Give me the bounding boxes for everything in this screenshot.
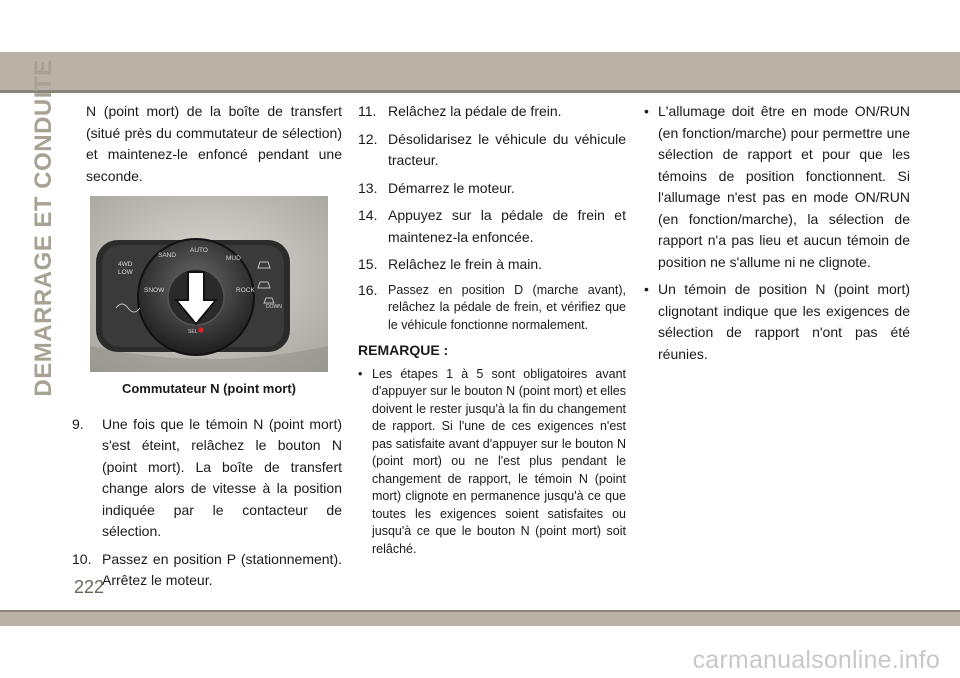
column-3 (644, 101, 910, 371)
step-number: 9. (72, 415, 84, 432)
fig-label-sand: SAND (158, 252, 177, 259)
bullet-text: Un témoin de position N (point mort) clignotant indique que les exigences de sélection de rapport n'ont pas été réunies. (658, 281, 910, 362)
step-number: 10. (72, 550, 92, 567)
bullet-glyph: • (358, 366, 363, 381)
step-text: Passez en position D (marche avant), relâchez la pédale de frein, et vérifiez que le véhicule fonctionne normalement. (388, 282, 626, 332)
svg-text:LOW: LOW (118, 269, 133, 276)
step-item (358, 205, 626, 248)
remark-bullet (358, 366, 626, 559)
fig-label-mud: MUD (226, 255, 241, 262)
watermark-text: carmanualsonline.info (692, 646, 940, 674)
svg-text:DOWN: DOWN (266, 304, 282, 310)
fig-label-rock: ROCK (236, 287, 255, 294)
step-text: Relâchez le frein à main. (388, 256, 543, 272)
neutral-indicator-icon (198, 327, 203, 332)
section-side-tab (24, 58, 64, 397)
step-item (358, 101, 626, 123)
info-bullet (644, 279, 910, 365)
step-number: 13. (358, 179, 378, 196)
info-bullet (644, 101, 910, 273)
remark-heading: REMARQUE : (358, 342, 449, 358)
top-band (0, 52, 960, 90)
step-text: Une fois que le témoin N (point mort) s'est éteint, relâchez le bouton N (point mort). La boîte de transfert change alors de vitesse à la position indiquée par le contacteur de sélection. (102, 415, 342, 539)
bottom-band-line (0, 610, 960, 612)
column-2 (358, 101, 626, 564)
step-item (72, 414, 342, 543)
step-text: Passez en position P (stationnement). Arrêtez le moteur. (102, 550, 342, 588)
page-number: 222 (74, 577, 105, 597)
top-band-line (0, 90, 960, 93)
step-text: Relâchez la pédale de frein. (388, 103, 562, 119)
step-item (72, 549, 342, 592)
step-number: 14. (358, 207, 378, 223)
step-text: Appuyez sur la pédale de frein et maintenez-la enfoncée. (388, 207, 626, 245)
step-number: 12. (358, 130, 378, 147)
step-text: Désolidarisez le véhicule du véhicule tracteur. (388, 130, 626, 168)
section-side-tab-label: DEMARRAGE ET CONDUITE (30, 58, 57, 397)
terrain-selector-illustration (90, 196, 328, 372)
svg-text:SEL: SEL (188, 329, 198, 335)
step-item (358, 178, 626, 200)
step-item (358, 129, 626, 172)
bullet-glyph: • (644, 103, 649, 119)
bullet-text: L'allumage doit être en mode ON/RUN (en fonction/marche) pour permettre une sélection de rapport et pour que les témoins de position fonctionnent. Si l'allumage n'est pas en mode ON/RUN (en fonction/marche), la sélection de rapport n'a pas lieu et aucun témoin de position ne s'allume ni ne clignote. (658, 103, 910, 270)
step-number: 15. (358, 256, 378, 272)
column-1 (72, 101, 342, 598)
fig-label-auto: AUTO (190, 247, 208, 254)
fig-label-4wd-low: 4WD (118, 261, 133, 268)
bullet-glyph: • (644, 281, 649, 297)
step-number: 11. (358, 103, 377, 119)
figure-caption: Commutateur N (point mort) (121, 381, 297, 396)
step-number: 16. (358, 281, 378, 298)
bottom-band (0, 612, 960, 626)
intro-paragraph: N (point mort) de la boîte de transfert (situé près du commutateur de sélection) et maintenez-le enfoncé pendant une seconde. (86, 103, 342, 184)
fig-label-snow: SNOW (144, 287, 165, 294)
step-item (358, 282, 626, 335)
step-text: Démarrez le moteur. (388, 179, 515, 196)
step-item (358, 254, 626, 276)
remark-text: Les étapes 1 à 5 sont obligatoires avant d'appuyer sur le bouton N (point mort) et elles doivent le rester jusqu'à la fin du changement de rapport. Si l'une de ces exigences n'est pas satisfaite avant d'appuyer sur le bouton N (point mort) ou ne l'est plus pendant le changement de rapport, le témoin N (point mort) clignote en permanence jusqu'à ce que toutes les exigences soient satisfaites ou jusqu'à ce que le bouton N (point mort) soit relâché. (372, 366, 626, 556)
neutral-switch-figure (90, 196, 328, 372)
